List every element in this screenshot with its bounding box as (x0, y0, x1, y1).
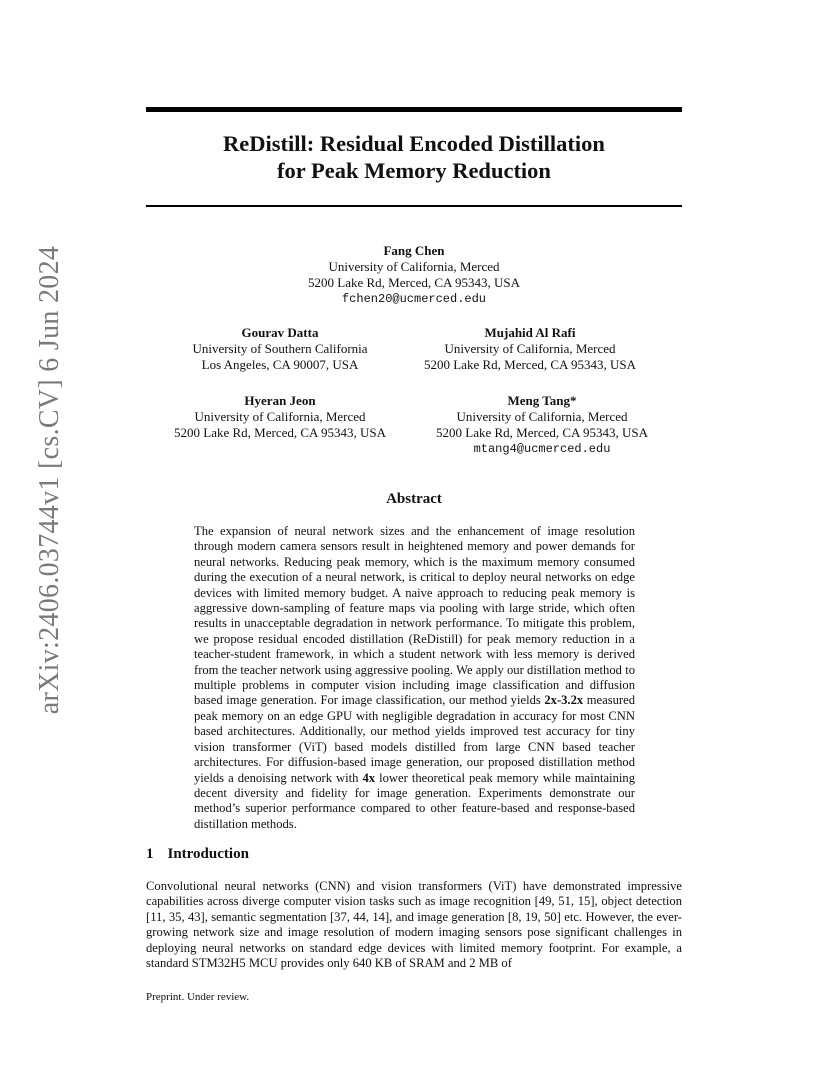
author-address: Los Angeles, CA 90007, USA (201, 357, 359, 372)
footer-note: Preprint. Under review. (146, 991, 250, 1003)
paper-title-line-1: ReDistill: Residual Encoded Distillation (223, 131, 605, 156)
author-meng-tang (412, 393, 672, 457)
author-address: 5200 Lake Rd, Merced, CA 95343, USA (436, 425, 648, 440)
author-affiliation: University of California, Merced (456, 409, 628, 424)
author-name: Gourav Datta (241, 325, 319, 340)
abstract-text-part-2: measured peak memory on an edge GPU with negligible degradation in accuracy for most CNN based architectures. Additionally, our method yields improved test accuracy for tiny vision transformer (ViT) based models distilled from large CNN based teacher architectures. For diffusion-based image generation, our proposed distillation method yields a denoising network with (194, 693, 635, 785)
author-name: Meng Tang* (507, 393, 577, 408)
author-affiliation: University of California, Merced (328, 259, 500, 274)
abstract-text-part-1: The expansion of neural network sizes and the enhancement of image resolution through modern camera sensors result in heightened memory and power demands for neural networks. Reducing peak memory, which is the maximum memory consumed during the execution of a neural network, is critical to deploy neural networks on edge devices with limited memory budget. A naive approach to reducing peak memory is aggressive down-sampling of feature maps via pooling with large stride, which often results in unacceptable degradation in network performance. To mitigate this problem, we propose residual encoded distillation (ReDistill) for peak memory reduction in a teacher-student framework, in which a student network with less memory is derived from the teacher network using aggressive pooling. We apply our distillation method to multiple problems in computer vision including image classification and diffusion based image generation. For image classification, our method yields (194, 524, 635, 708)
author-name: Mujahid Al Rafi (484, 325, 576, 340)
author-affiliation: University of California, Merced (444, 341, 616, 356)
author-email: fchen20@ucmerced.edu (341, 292, 487, 306)
title-top-rule (146, 107, 682, 112)
author-gourav-datta (160, 325, 400, 373)
abstract-bold-theoretical-factor: 4x (362, 770, 376, 785)
author-affiliation: University of Southern California (192, 341, 368, 356)
author-address: 5200 Lake Rd, Merced, CA 95343, USA (308, 275, 520, 290)
introduction-paragraph: Convolutional neural networks (CNN) and vision transformers (ViT) have demonstrated impressive capabilities across diverge computer vision tasks such as image recognition [49, 51, 15], object detection [11, 35, 43], semantic segmentation [37, 44, 14], and image generation [8, 19, 50] etc. However, the ever-growing network size and image resolution of modern imaging sensors pose significant challenges in deploying neural networks on standard edge devices with limited memory footprint. For example, a standard STM32H5 MCU provides only 640 KB of SRAM and 2 MB of (146, 879, 682, 971)
author-address: 5200 Lake Rd, Merced, CA 95343, USA (424, 357, 636, 372)
arxiv-identifier: arXiv:2406.03744v1 [cs.CV] 6 Jun 2024 (34, 245, 65, 715)
author-name: Hyeran Jeon (244, 393, 316, 408)
author-fang-chen (264, 243, 564, 307)
author-affiliation: University of California, Merced (194, 409, 366, 424)
abstract-heading: Abstract (386, 491, 442, 507)
section-heading-introduction (146, 846, 249, 863)
abstract-text-part-3: lower theoretical peak memory while maintaining decent diversity and fidelity for image generation. Experiments demonstrate our method’s superior performance compared to other feature-based and response-based distillation methods. (194, 770, 635, 831)
author-email: mtang4@ucmerced.edu (473, 442, 611, 456)
title-bottom-rule (146, 205, 682, 207)
section-number: 1 (146, 846, 154, 862)
author-address: 5200 Lake Rd, Merced, CA 95343, USA (174, 425, 386, 440)
author-mujahid-al-rafi (400, 325, 660, 373)
author-hyeran-jeon (160, 393, 400, 441)
abstract-body (194, 524, 635, 832)
author-name: Fang Chen (383, 243, 445, 258)
section-title: Introduction (167, 846, 249, 862)
paper-title (146, 130, 682, 184)
abstract-bold-peak-memory-factor: 2x-3.2x (544, 693, 584, 708)
paper-title-line-2: for Peak Memory Reduction (277, 158, 551, 183)
